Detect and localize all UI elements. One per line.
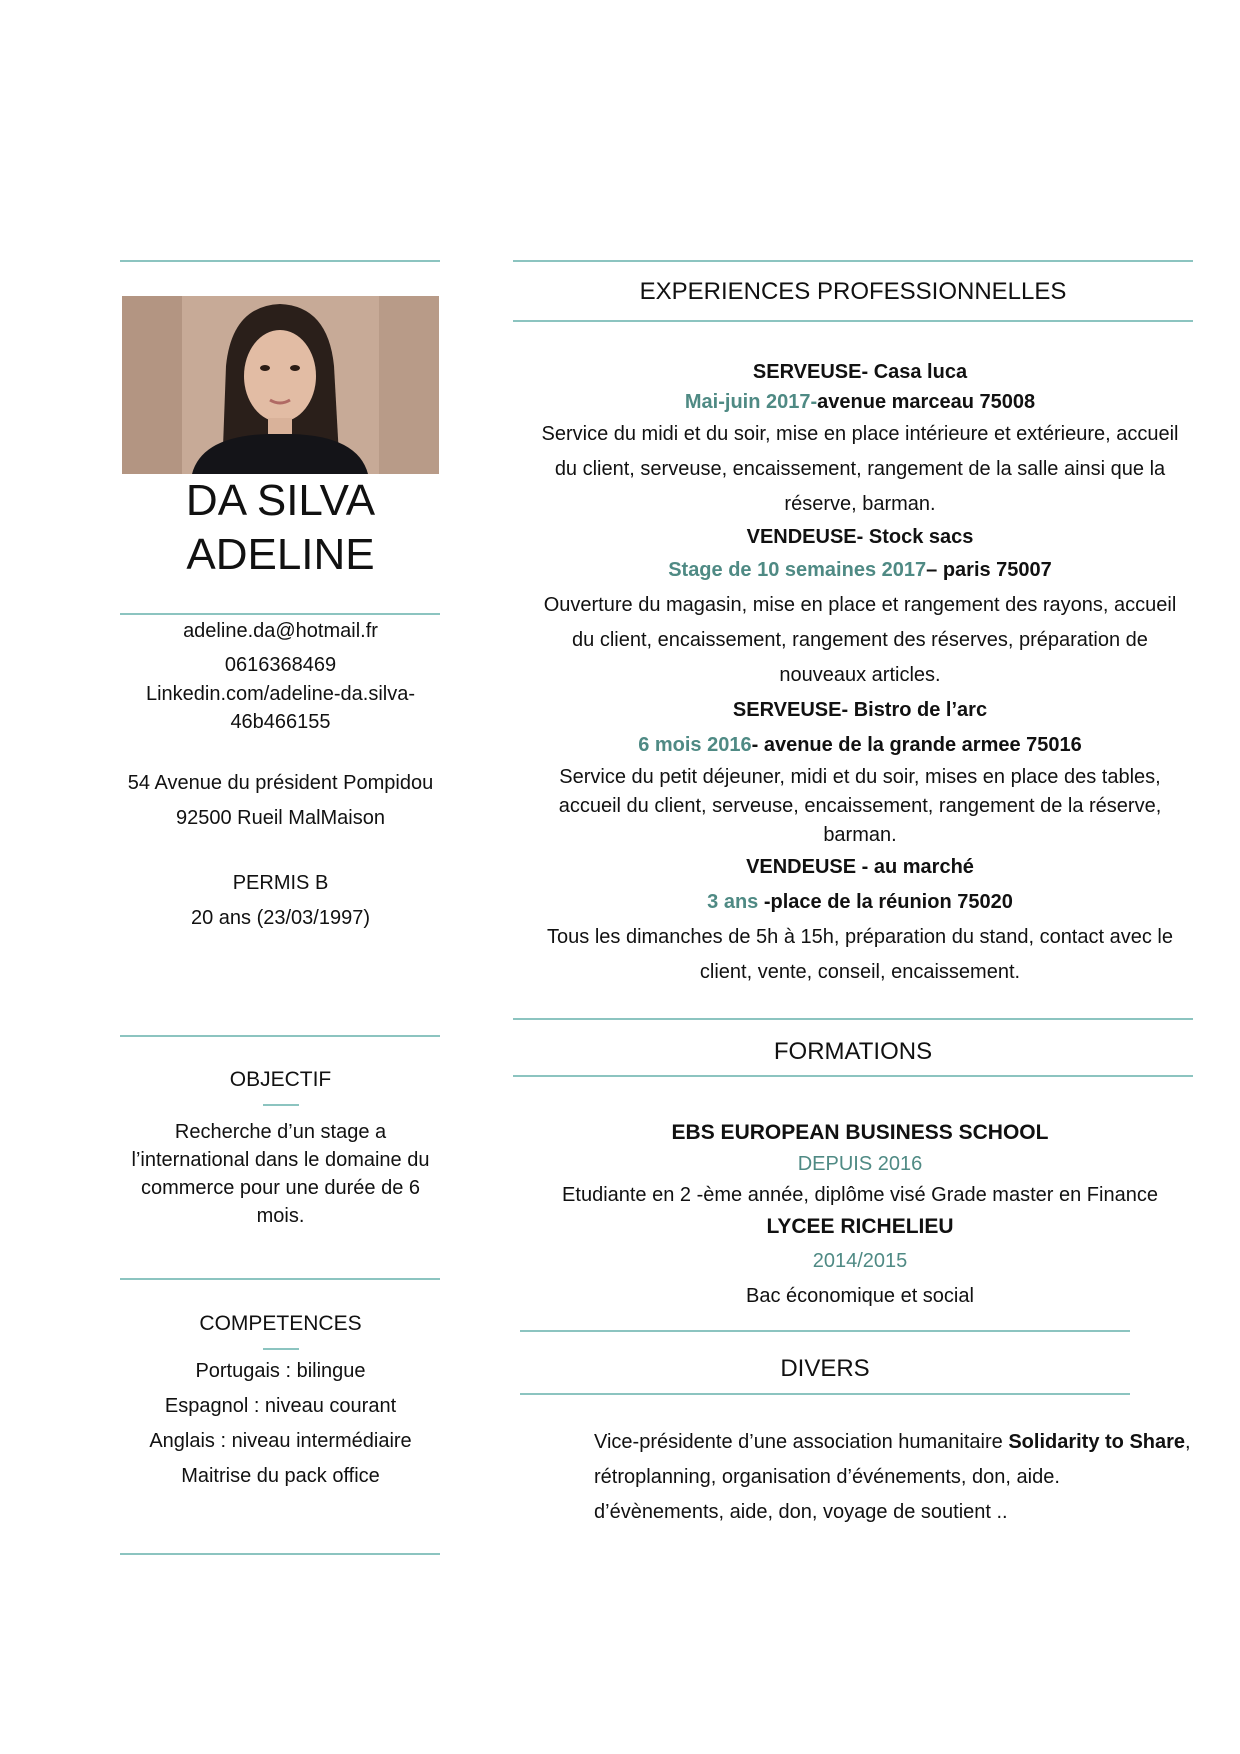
permit-text: PERMIS B [232, 872, 329, 894]
divers-text-end: , rétroplanning, organisation d’événements, don, aide. d’évènements, aide, don, voyage de soutient .. [594, 1431, 1191, 1523]
job-date: Stage de 10 semaines 2017 [668, 559, 927, 581]
profile-photo [122, 296, 439, 474]
competences-title: COMPETENCES [199, 1312, 362, 1335]
job-description: Service du midi et du soir, mise en place intérieure et extérieure, accueil du client, serveuse, encaissement, rangement de la salle ainsi que la réserve, barman. [541, 423, 1179, 515]
competences-mini-divider [263, 1348, 299, 1350]
formations-title: FORMATIONS [773, 1038, 933, 1065]
competence-item: Anglais : niveau intermédiaire [149, 1430, 412, 1452]
experiences-top-divider [513, 260, 1193, 262]
email-text: adeline.da@hotmail.fr [183, 620, 378, 642]
top-left-divider [120, 260, 440, 262]
job-entry [530, 357, 1190, 522]
formation-school: EBS EUROPEAN BUSINESS SCHOOL [671, 1121, 1049, 1144]
job-entry [530, 693, 1190, 850]
objectif-section [118, 1068, 443, 1230]
experiences-title: EXPERIENCES PROFESSIONNELLES [639, 278, 1067, 305]
formations-bottom-divider [513, 1075, 1193, 1077]
full-name [122, 474, 439, 582]
job-date-place [530, 727, 1190, 763]
job-date: 3 ans [707, 891, 759, 913]
job-entry [530, 522, 1190, 693]
portrait-image [122, 296, 439, 474]
formation-entry [520, 1117, 1200, 1211]
job-date: 6 mois 2016 [638, 734, 752, 756]
age-text: 20 ans (23/03/1997) [190, 907, 371, 929]
objectif-mini-divider [263, 1104, 299, 1106]
association-name: Solidarity to Share [1008, 1431, 1186, 1453]
job-date-place [530, 884, 1190, 920]
formations-top-divider [513, 1018, 1193, 1020]
objectif-title: OBJECTIF [229, 1068, 332, 1091]
job-title: VENDEUSE - au marché [746, 856, 974, 878]
experiences-list [530, 357, 1190, 990]
competence-item: Espagnol : niveau courant [164, 1395, 397, 1417]
job-date-place [530, 552, 1190, 588]
experiences-bottom-divider [513, 320, 1193, 322]
divers-text-start: Vice-présidente d’une association humanitaire [594, 1431, 1009, 1453]
address-line-1: 54 Avenue du président Pompidou [127, 772, 434, 794]
job-place: - avenue de la grande armee 75016 [751, 734, 1082, 756]
contact-block [118, 616, 443, 936]
phone-text: 0616368469 [224, 654, 337, 676]
address-line-2: 92500 Rueil MalMaison [175, 807, 385, 829]
spacer [118, 736, 443, 766]
competences-divider [120, 1278, 440, 1280]
name-last: DA SILVA [185, 476, 376, 525]
divers-title: DIVERS [780, 1355, 870, 1382]
job-description: Service du petit déjeuner, midi et du soir, mises en place des tables, accueil du client, serveuse, encaissement, rangement de la réserve, barman. [558, 766, 1162, 846]
job-title: VENDEUSE- Stock sacs [746, 526, 974, 548]
job-description: Tous les dimanches de 5h à 15h, préparation du stand, contact avec le client, vente, conseil, encaissement. [547, 926, 1173, 983]
competences-section [118, 1312, 443, 1494]
formation-school: LYCEE RICHELIEU [766, 1215, 954, 1238]
formation-date: 2014/2015 [812, 1250, 908, 1272]
job-description: Ouverture du magasin, mise en place et rangement des rayons, accueil du client, encaissement, rangement des réserves, préparation de nouveaux articles. [543, 594, 1177, 686]
contact-divider [120, 613, 440, 615]
divers-bottom-divider [520, 1393, 1130, 1395]
job-place: avenue marceau 75008 [817, 391, 1036, 413]
formation-entry [520, 1211, 1200, 1313]
bottom-left-divider [120, 1553, 440, 1555]
linkedin-line-2: 46b466155 [230, 711, 331, 733]
objectif-divider [120, 1035, 440, 1037]
spacer [118, 836, 443, 866]
divers-text [594, 1425, 1194, 1530]
job-title: SERVEUSE- Bistro de l’arc [732, 699, 988, 721]
formation-date: DEPUIS 2016 [797, 1153, 923, 1175]
competence-item: Portugais : bilingue [195, 1360, 366, 1382]
formation-description: Bac économique et social [746, 1285, 974, 1307]
job-date-place [530, 387, 1190, 417]
job-place: – paris 75007 [926, 559, 1052, 581]
competence-item: Maitrise du pack office [181, 1465, 380, 1487]
job-place: -place de la réunion 75020 [758, 891, 1013, 913]
divers-top-divider [520, 1330, 1130, 1332]
objectif-text: Recherche d’un stage a l’international dans le domaine du commerce pour une durée de 6 mois. [131, 1121, 430, 1227]
job-title: SERVEUSE- Casa luca [752, 361, 968, 383]
formation-description: Etudiante en 2 -ème année, diplôme visé Grade master en Finance [562, 1184, 1158, 1206]
job-entry [530, 850, 1190, 990]
formations-list [520, 1117, 1200, 1313]
name-first: ADELINE [186, 530, 375, 579]
linkedin-line-1: Linkedin.com/adeline-da.silva- [145, 683, 416, 705]
job-date: Mai-juin 2017- [684, 391, 818, 413]
